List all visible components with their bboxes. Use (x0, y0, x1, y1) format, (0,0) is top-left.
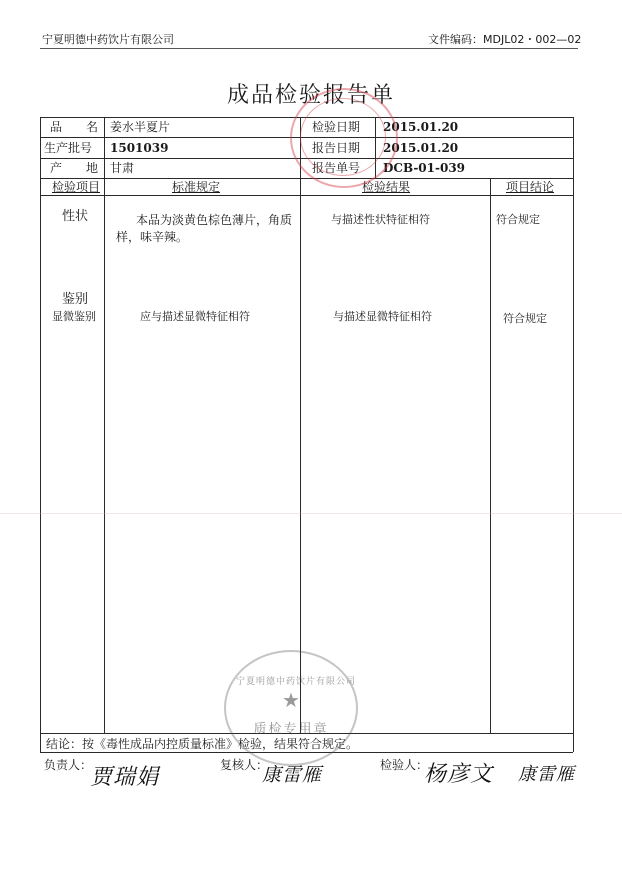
inspector-label: 检验人： (380, 758, 429, 772)
row-item: 性状 (62, 209, 89, 224)
column-header-item: 检验项目 (52, 180, 101, 194)
signature-inspector-2: 康雷雁 (518, 764, 575, 785)
product-name-value: 姜水半夏片 (110, 120, 171, 134)
qc-stamp-org: 宁夏明德中药饮片有限公司 (236, 677, 357, 687)
inspect-date-value: 2015.01.20 (383, 120, 459, 134)
batch-label: 生产批号 (44, 141, 93, 155)
responsible-label: 负责人： (44, 758, 93, 772)
company-name: 宁夏明德中药饮片有限公司 (42, 33, 174, 46)
row-result: 与描述显微特征相符 (333, 310, 432, 323)
row-conclusion: 符合规定 (496, 213, 540, 226)
signature-inspector-1: 杨彦文 (424, 762, 494, 787)
reviewer-label: 复核人： (220, 758, 269, 772)
column-header-standard: 标准规定 (172, 180, 221, 194)
inspect-date-label: 检验日期 (312, 120, 361, 134)
row-conclusion: 符合规定 (503, 312, 547, 325)
qc-stamp-text: 质检专用章 (253, 722, 329, 737)
product-name-label: 品 名 (50, 120, 99, 134)
row-standard-line1: 应与描述显微特征相符 (140, 310, 250, 323)
report-no-label: 报告单号 (312, 161, 361, 175)
conclusion-text: 结论：按《毒性成品内控质量标准》检验，结果符合规定。 (46, 737, 359, 751)
row-item: 鉴别 (62, 292, 89, 307)
qc-stamp (224, 650, 358, 766)
origin-value: 甘肃 (110, 161, 135, 175)
row-result: 与描述性状特征相符 (331, 213, 430, 226)
column-header-conclusion: 项目结论 (506, 180, 555, 194)
star-icon: ★ (282, 688, 300, 712)
signature-reviewer: 康雷雁 (262, 764, 323, 786)
document-code: 文件编码：MDJL02・002—02 (428, 33, 582, 46)
batch-value: 1501039 (110, 141, 169, 155)
header-rule (40, 48, 578, 49)
report-date-value: 2015.01.20 (383, 141, 459, 155)
report-date-label: 报告日期 (312, 141, 361, 155)
row-sub-item: 显微鉴别 (52, 310, 96, 323)
row-standard-line2: 样，味辛辣。 (116, 230, 189, 244)
page-title: 成品检验报告单 (226, 83, 395, 108)
scan-artifact-line (0, 513, 622, 514)
row-standard-line1: 本品为淡黄色棕色薄片，角质 (136, 213, 293, 227)
column-header-result: 检验结果 (362, 180, 411, 194)
red-company-seal (290, 88, 398, 188)
signature-responsible: 贾瑞娟 (90, 765, 160, 790)
origin-label: 产 地 (50, 161, 99, 175)
report-no-value: DCB-01-039 (383, 161, 466, 175)
